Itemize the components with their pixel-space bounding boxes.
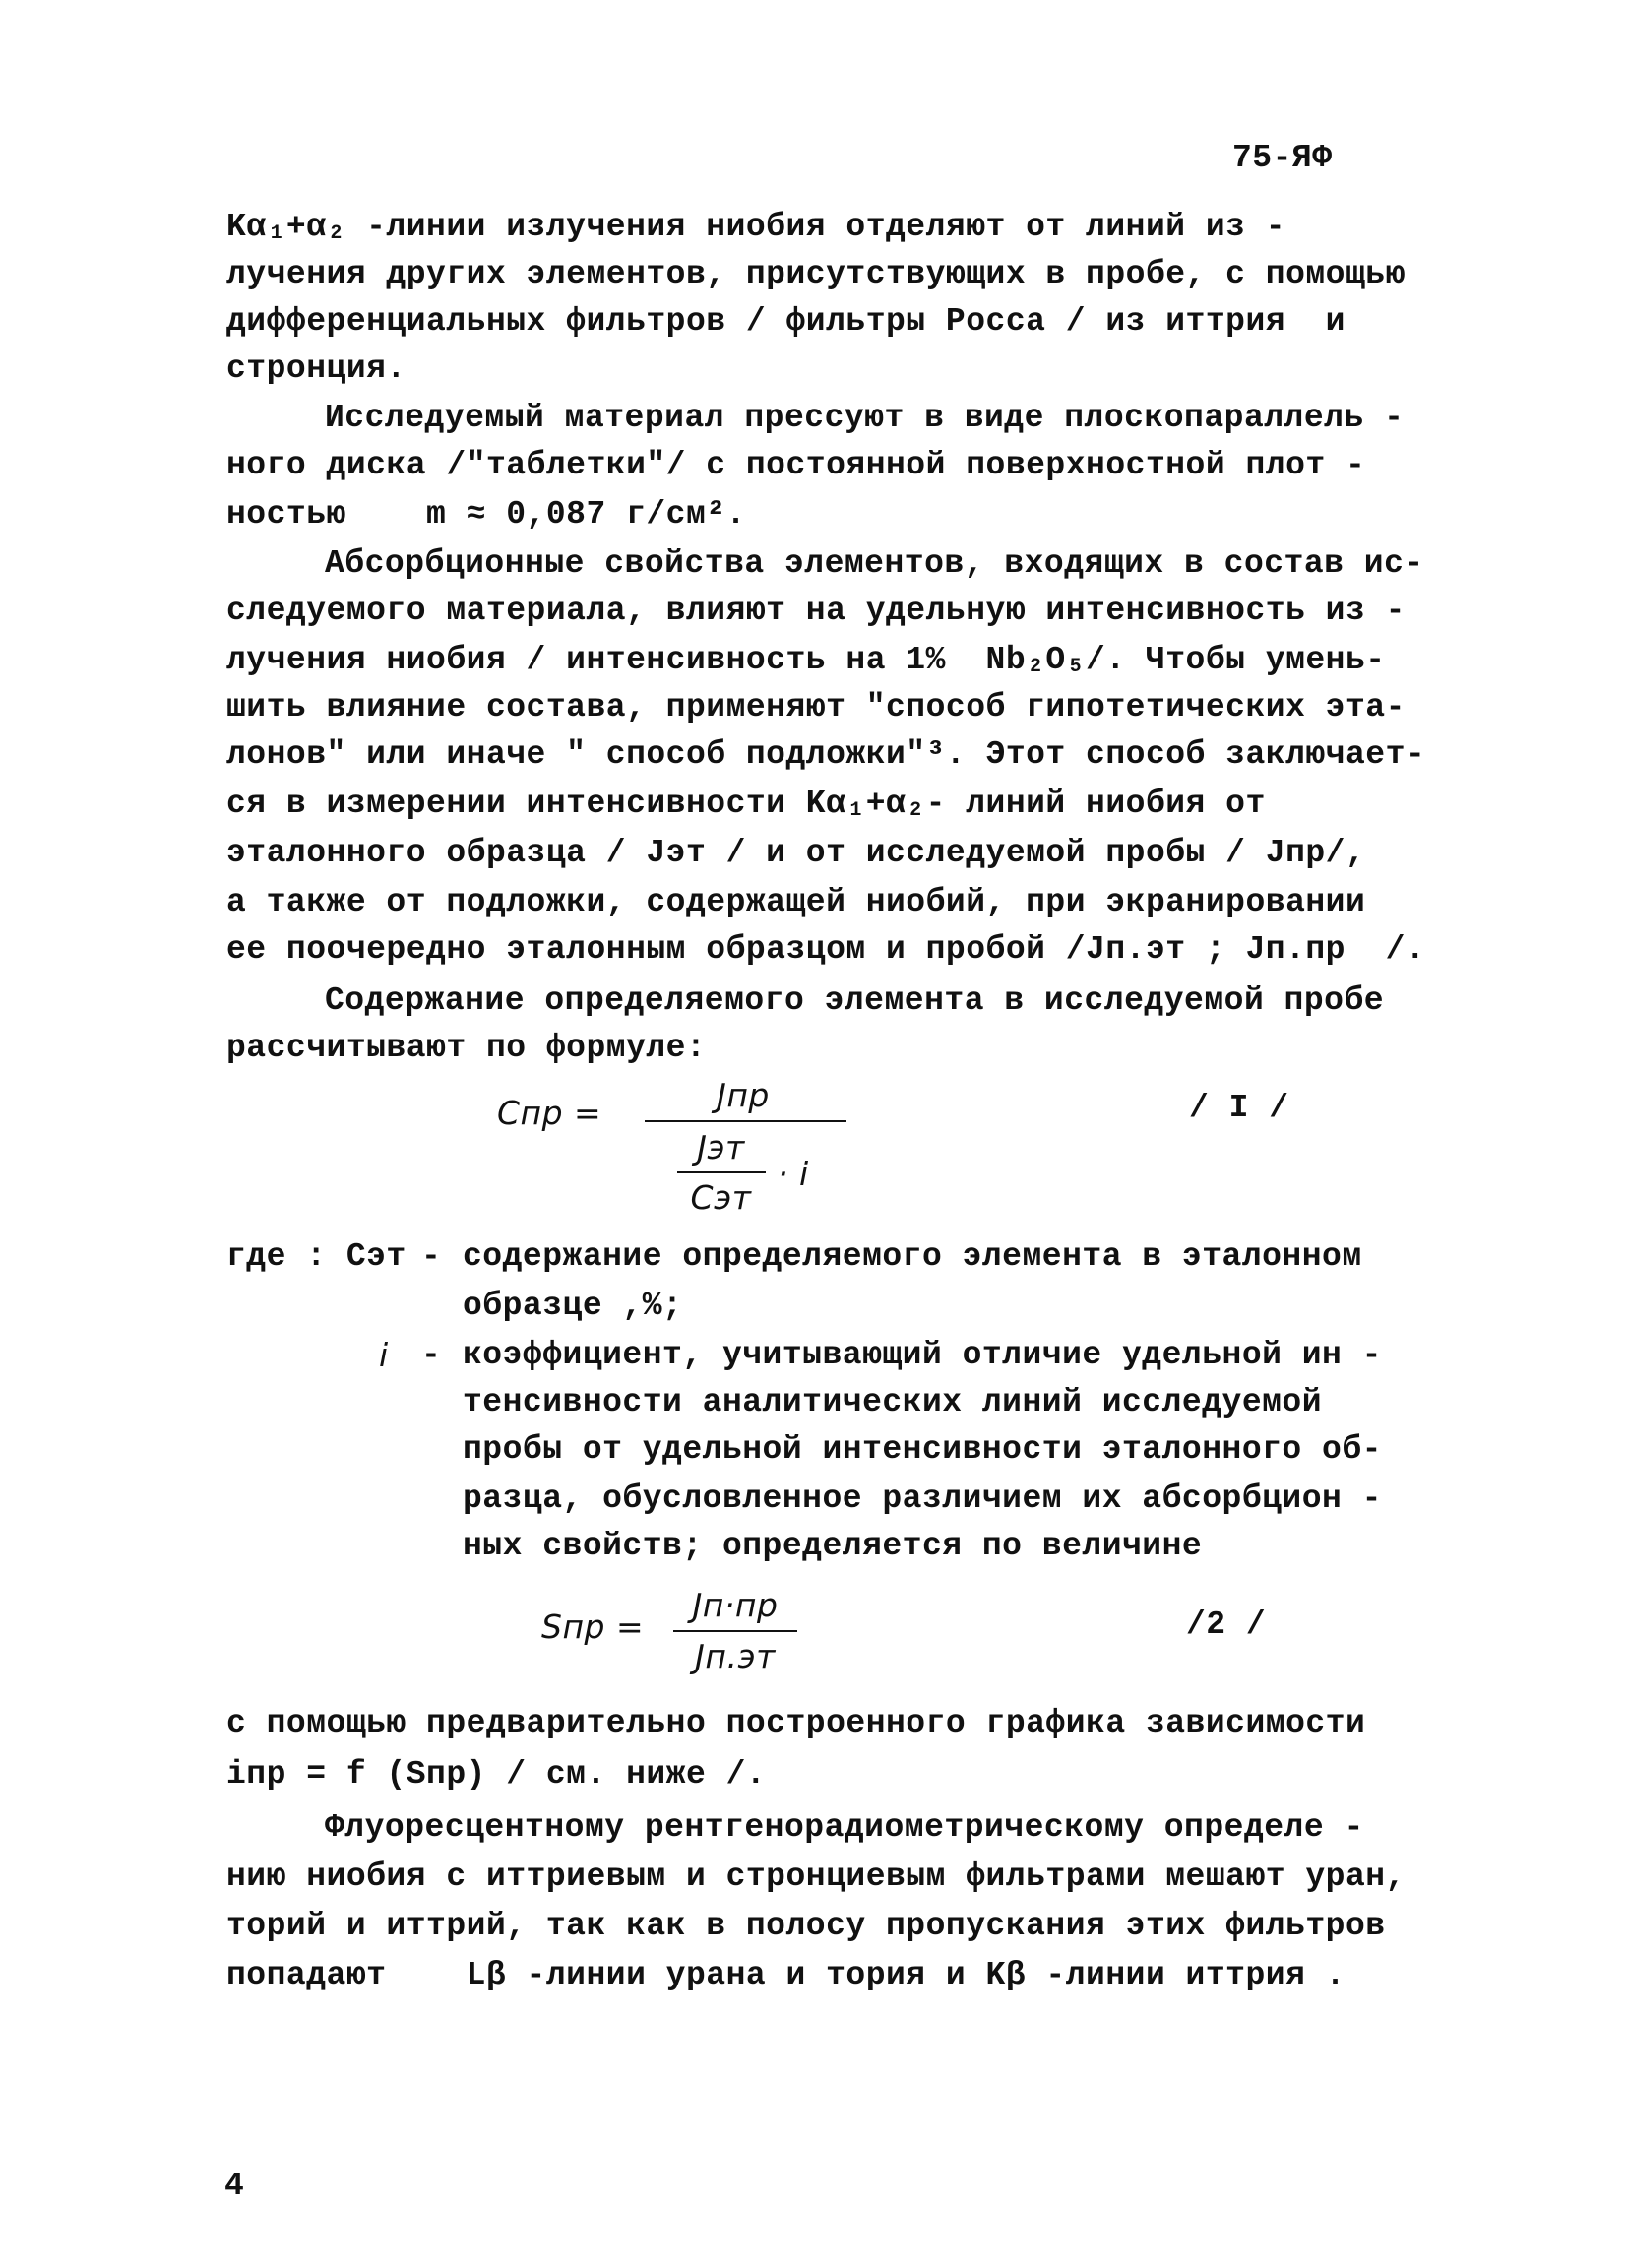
page-code: 75-ЯФ bbox=[1232, 140, 1333, 176]
def-2-line-2: тенсивности аналитических линий исследуемой bbox=[463, 1384, 1323, 1420]
where-dash-2: - bbox=[421, 1337, 442, 1373]
p3-line-5: лонов" или иначе " способ подложки"³. Этот способ заключает- bbox=[226, 736, 1426, 773]
p2-line-1: Исследуемый материал прессуют в виде плоскопараллель - bbox=[325, 400, 1405, 436]
formula-1-numerator: Jпр bbox=[717, 1076, 770, 1114]
p3-line-8: а также от подложки, содержащей ниобий, при экранировании bbox=[226, 884, 1366, 920]
where-dash-1: - bbox=[421, 1238, 442, 1275]
def-2-symbol: i bbox=[379, 1336, 389, 1374]
p5-line-1: с помощью предварительно построенного графика зависимости bbox=[226, 1705, 1366, 1741]
where-label: где : Cэт bbox=[226, 1238, 407, 1275]
formula-1-multiplier: · i bbox=[778, 1155, 809, 1193]
def-2-line-1: коэффициент, учитывающий отличие удельной ин - bbox=[463, 1337, 1382, 1373]
p1-line-4: стронция. bbox=[226, 350, 407, 387]
formula-1-number: / I / bbox=[1189, 1090, 1289, 1126]
p4-line-1: Содержание определяемого элемента в исследуемой пробе bbox=[325, 982, 1385, 1019]
formula-1-lhs: Cпр = bbox=[497, 1094, 602, 1132]
p3-line-4: шить влияние состава, применяют "способ гипотетических эта- bbox=[226, 689, 1406, 725]
p5-line-2: iпр = f (Sпр) / см. ниже /. bbox=[226, 1756, 767, 1793]
p4-line-2: рассчитывают по формуле: bbox=[226, 1030, 707, 1066]
def-2-line-4: разца, обусловленное различием их абсорбцион - bbox=[463, 1480, 1382, 1517]
p1-line-2: лучения других элементов, присутствующих в пробе, с помощью bbox=[226, 256, 1406, 292]
page-number: 4 bbox=[224, 2168, 245, 2204]
formula-1-inner-denominator: Cэт bbox=[690, 1178, 752, 1217]
p3-line-6: ся в измерении интенсивности Kα₁+α₂- линий ниобия от bbox=[226, 786, 1266, 822]
formula-2-lhs: Sпр = bbox=[541, 1607, 645, 1646]
def-1-line-1: содержание определяемого элемента в эталонном bbox=[463, 1238, 1362, 1275]
def-1-line-2: образце ,%; bbox=[463, 1288, 683, 1324]
formula-2-fraction-bar bbox=[673, 1630, 797, 1632]
formula-1-main-fraction-bar bbox=[645, 1120, 846, 1122]
p3-line-7: эталонного образца / Jэт / и от исследуемой пробы / Jпр/, bbox=[226, 835, 1366, 871]
formula-1-inner-numerator: Jэт bbox=[697, 1128, 745, 1166]
p1-line-1: Kα₁+α₂ -линии излучения ниобия отделяют от линий из - bbox=[226, 209, 1286, 245]
p6-line-3: торий и иттрий, так как в полосу пропускания этих фильтров bbox=[226, 1908, 1386, 1944]
p2-line-3: ностью m ≈ 0,087 г/см². bbox=[226, 496, 746, 533]
formula-2-number: /2 / bbox=[1186, 1606, 1267, 1643]
p3-line-3: лучения ниобия / интенсивность на 1% Nb₂O₅/. Чтобы умень- bbox=[226, 642, 1386, 678]
p6-line-4: попадают Lβ -линии урана и тория и Kβ -линии иттрия . bbox=[226, 1957, 1346, 1993]
p3-line-2: следуемого материала, влияют на удельную интенсивность из - bbox=[226, 593, 1406, 629]
def-2-line-5: ных свойств; определяется по величине bbox=[463, 1528, 1203, 1564]
def-2-line-3: пробы от удельной интенсивности эталонного об- bbox=[463, 1431, 1382, 1468]
p6-line-2: нию ниобия с иттриевым и стронциевым фильтрами мешают уран, bbox=[226, 1858, 1406, 1895]
formula-1-inner-fraction-bar bbox=[677, 1171, 766, 1173]
formula-2-denominator: Jп.эт bbox=[695, 1637, 776, 1675]
p3-line-1: Абсорбционные свойства элементов, входящих в состав ис- bbox=[325, 545, 1424, 582]
formula-2-numerator: Jп·пр bbox=[692, 1586, 779, 1624]
p6-line-1: Флуоресцентному рентгенорадиометрическому определе - bbox=[325, 1809, 1364, 1846]
p3-line-9: ее поочередно эталонным образцом и пробой /Jп.эт ; Jп.пр /. bbox=[226, 931, 1426, 968]
p2-line-2: ного диска /"таблетки"/ с постоянной поверхностной плот - bbox=[226, 447, 1366, 483]
p1-line-3: дифференциальных фильтров / фильтры Росса / из иттрия и bbox=[226, 303, 1346, 340]
